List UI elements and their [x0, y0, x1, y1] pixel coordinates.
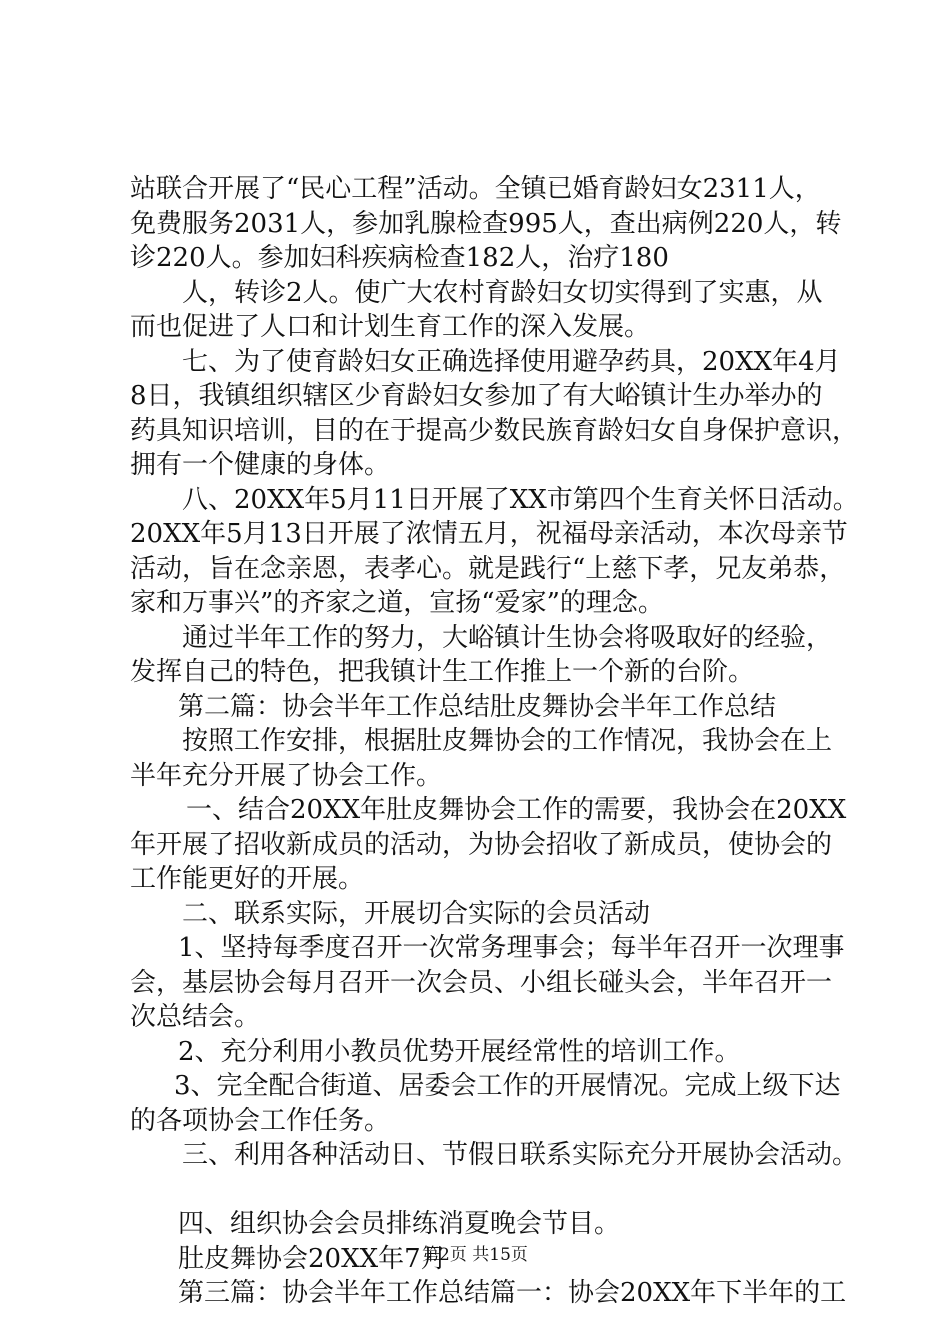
text-line: 肚皮舞协会20XX年7月	[178, 1243, 447, 1274]
text-line: 20XX年5月13日开展了浓情五月，祝福母亲活动，本次母亲节	[130, 519, 848, 549]
text-line: 会，基层协会每月召开一次会员、小组长碰头会，半年召开一	[130, 967, 833, 998]
text-line: 而也促进了人口和计划生育工作的深入发展。	[130, 312, 651, 342]
text-line: 第二篇：协会半年工作总结肚皮舞协会半年工作总结	[178, 691, 777, 722]
text-line: 免费服务2031人，参加乳腺检查995人，查出病例220人，转	[130, 208, 842, 239]
text-line: 年开展了招收新成员的活动，为协会招收了新成员，使协会的	[130, 829, 833, 860]
text-line: 人，转诊2人。使广大农村育龄妇女切实得到了实惠，从	[182, 277, 823, 308]
text-line: 次总结会。	[130, 1002, 261, 1032]
text-line: 第三篇：协会半年工作总结篇一：协会20XX年下半年的工	[178, 1278, 847, 1308]
text-line: 药具知识培训，目的在于提高少数民族育龄妇女自身保护意识，	[130, 415, 859, 446]
text-line	[130, 1173, 850, 1208]
text-line: 三、利用各种活动日、节假日联系实际充分开展协会活动。	[182, 1140, 859, 1170]
text-line: 七、为了使育龄妇女正确选择使用避孕药具，20XX年4月	[182, 346, 841, 377]
text-line: 按照工作安排，根据肚皮舞协会的工作情况，我协会在上	[182, 726, 833, 756]
text-line: 发挥自己的特色，把我镇计生工作推上一个新的台阶。	[130, 657, 755, 687]
text-line: 站联合开展了“民心工程”活动。全镇已婚育龄妇女2311人，	[130, 174, 821, 204]
text-line: 拥有一个健康的身体。	[130, 450, 391, 480]
document-body	[130, 172, 859, 1311]
text-line: 通过半年工作的努力，大峪镇计生协会将吸取好的经验，	[182, 622, 833, 653]
text-line: 二、联系实际，开展切合实际的会员活动	[182, 898, 651, 929]
text-line: 的各项协会工作任务。	[130, 1105, 391, 1136]
text-line: 2、充分利用小教员优势开展经常性的培训工作。	[178, 1036, 741, 1067]
text-line: 半年充分开展了协会工作。	[130, 760, 443, 791]
text-line: 活动，旨在念亲恩，表孝心。就是践行“上慈下孝，兄友弟恭，	[130, 553, 846, 584]
text-line: 四、组织协会会员排练消夏晚会节目。	[178, 1209, 621, 1239]
text-line: 一、结合20XX年肚皮舞协会工作的需要，我协会在20XX	[186, 795, 847, 825]
text-line: 1、坚持每季度召开一次常务理事会；每半年召开一次理事	[178, 933, 845, 963]
text-line: 3、完全配合街道、居委会工作的开展情况。完成上级下达	[174, 1071, 841, 1101]
text-line: 诊220人。参加妇科疾病检查182人，治疗180	[130, 243, 669, 273]
text-line: 8日，我镇组织辖区少育龄妇女参加了有大峪镇计生办举办的	[130, 381, 823, 411]
page-footer: 第2页 共15页	[422, 1245, 528, 1265]
text-line: 八、20XX年5月11日开展了XX市第四个生育关怀日活动。	[182, 484, 859, 515]
text-line: 家和万事兴”的齐家之道，宣扬“爱家”的理念。	[130, 588, 664, 618]
text-line: 工作能更好的开展。	[130, 864, 365, 894]
